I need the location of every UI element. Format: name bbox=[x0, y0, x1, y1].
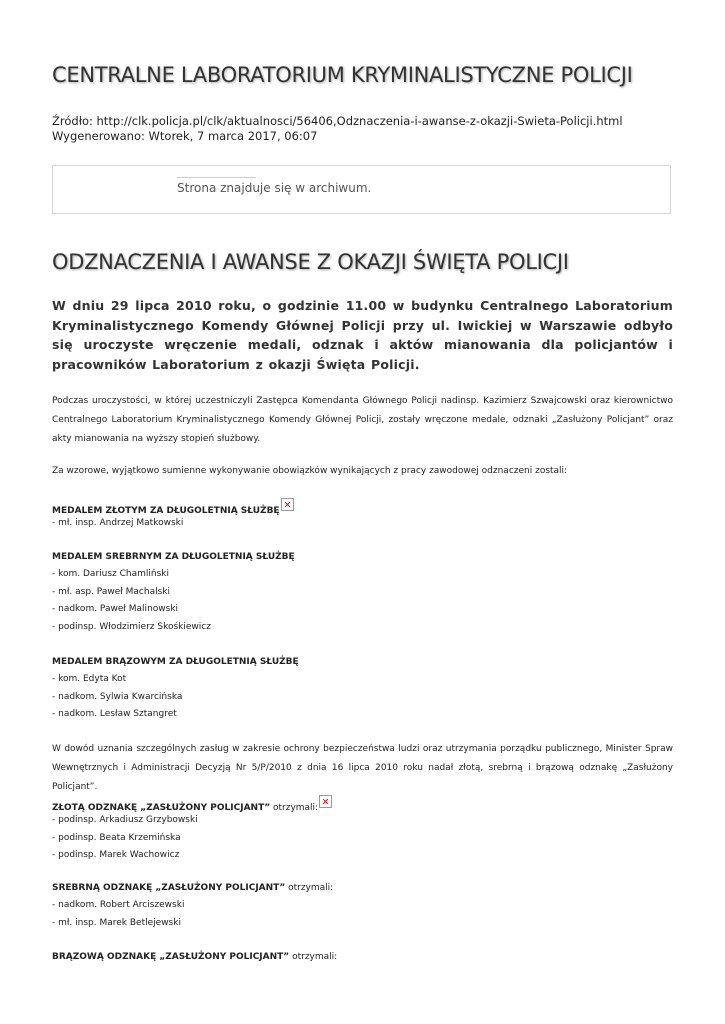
silver-medal-section bbox=[52, 549, 295, 636]
bronze-badge-section bbox=[52, 949, 337, 966]
list-item: - podinsp. Arkadiusz Grzybowski bbox=[52, 815, 198, 825]
gold-badge-section bbox=[52, 795, 332, 865]
site-title: CENTRALNE LABORATORIUM KRYMINALISTYCZNE POLICJI bbox=[52, 63, 633, 87]
list-item: - nadkom. Sylwia Kwarcińska bbox=[52, 691, 183, 702]
archive-notice-box bbox=[52, 165, 671, 214]
broken-image-icon bbox=[281, 498, 294, 511]
silver-badge-heading: SREBRNĄ ODZNAKĘ „ZASŁUŻONY POLICJANT” otrzymali: bbox=[52, 883, 334, 893]
generated-date: Wygenerowano: Wtorek, 7 marca 2017, 06:07 bbox=[52, 129, 318, 143]
list-item: - podinsp. Włodzimierz Skośkiewicz bbox=[52, 621, 211, 632]
bronze-badge-heading: BRĄZOWĄ ODZNAKĘ „ZASŁUŻONY POLICJANT” otrzymali: bbox=[52, 952, 338, 962]
list-item: - kom. Dariusz Chamliński bbox=[52, 569, 169, 579]
gold-medal-heading: MEDALEM ZŁOTYM ZA DŁUGOLETNIĄ SŁUŻBĘ bbox=[52, 498, 294, 515]
gold-medal-section bbox=[52, 498, 294, 533]
article-lead: W dniu 29 lipca 2010 roku, o godzinie 11.00 w budynku Centralnego Laboratorium Kryminalistycznego Komendy Głównej Policji przy ul. Iwickiej w Warszawie odbyło się uroczyste wręczenie medali, odznak i aktów mianowania dla policjantów i pracowników Laboratorium z okazji Święta Policji. bbox=[52, 298, 673, 372]
list-item: - podinsp. Beata Krzemińska bbox=[52, 832, 181, 843]
list-item: - kom. Edyta Kot bbox=[52, 674, 127, 684]
bronze-medal-section bbox=[52, 654, 299, 724]
bronze-medal-heading: MEDALEM BRĄZOWYM ZA DŁUGOLETNIĄ SŁUŻBĘ bbox=[52, 657, 299, 667]
silver-medal-heading: MEDALEM SREBRNYM ZA DŁUGOLETNIĄ SŁUŻBĘ bbox=[52, 552, 295, 562]
list-item: - nadkom. Lesław Sztangret bbox=[52, 709, 177, 720]
broken-image-icon bbox=[319, 795, 332, 808]
archive-notice: Strona znajduje się w archiwum. bbox=[177, 181, 372, 195]
archive-divider bbox=[177, 177, 256, 178]
list-item: - mł. asp. Paweł Machalski bbox=[52, 586, 170, 597]
silver-badge-section bbox=[52, 880, 333, 932]
document-meta bbox=[52, 114, 623, 144]
gold-badge-heading: ZŁOTĄ ODZNAKĘ „ZASŁUŻONY POLICJANT” otrzymali: bbox=[52, 795, 332, 812]
list-item: - nadkom. Paweł Malinowski bbox=[52, 604, 179, 615]
source-url: Źródło: http://clk.policja.pl/clk/aktualnosci/56406,Odznaczenia-i-awanse-z-okazji-Swieta-Policji.html bbox=[52, 114, 623, 128]
list-item: - mł. insp. Marek Betlejewski bbox=[52, 917, 181, 928]
article-paragraph-1: Podczas uroczystości, w której uczestniczyli Zastępca Komendanta Głównego Policji nadinsp. Kazimierz Szwajcowski oraz kierownictwo Centralnego Laboratorium Kryminalistycznego Komendy Głównej Policji, zostały wręczone medale, odznaki „Zasłużony Policjant” oraz akty mianowania na wyższy stopień służbowy. bbox=[52, 396, 673, 444]
list-item: - nadkom. Robert Arciszewski bbox=[52, 900, 185, 910]
list-item: - mł. insp. Andrzej Matkowski bbox=[52, 518, 184, 528]
article-paragraph-3: W dowód uznania szczególnych zasług w zakresie ochrony bezpieczeństwa ludzi oraz utrzymania porządku publicznego, Minister Spraw Wewnętrznych i Administracji Decyzją Nr 5/P/2010 z dnia 16 lipca 2010 roku nadał złotą, srebrną i brązową odznakę „Zasłużony Policjant”. bbox=[52, 744, 673, 792]
article-title: ODZNACZENIA I AWANSE Z OKAZJI ŚWIĘTA POLICJI bbox=[52, 250, 569, 274]
article-paragraph-2: Za wzorowe, wyjątkowo sumienne wykonywanie obowiązków wynikających z pracy zawodowej odznaczeni zostali: bbox=[52, 466, 568, 476]
list-item: - podinsp. Marek Wachowicz bbox=[52, 850, 180, 861]
